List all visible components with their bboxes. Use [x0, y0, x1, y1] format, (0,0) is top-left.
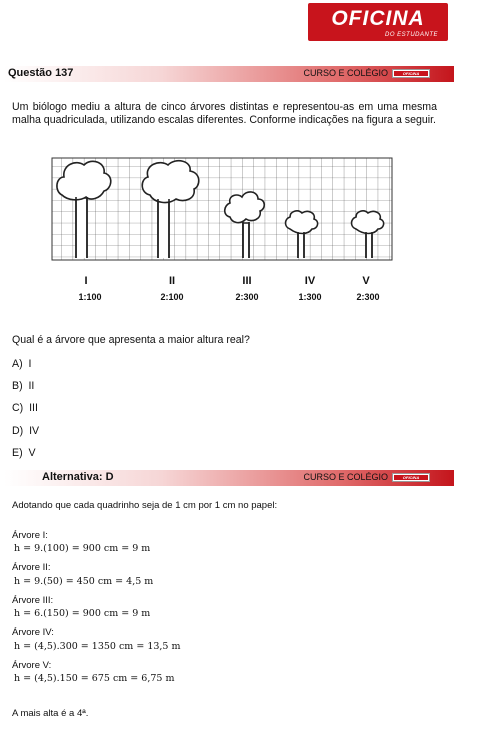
- option-a: A) I: [12, 358, 32, 370]
- trees-grid-figure: [50, 155, 402, 307]
- tree-i-label: Árvore I:: [12, 530, 48, 541]
- option-c: C) III: [12, 402, 38, 414]
- tree-iii-numeral: III: [242, 275, 252, 287]
- answer-label: Alternativa: D: [42, 471, 114, 483]
- tree-iii-equation: h = 6.(150) = 900 cm = 9 m: [14, 608, 151, 619]
- answer-header-bar: [4, 470, 454, 486]
- question-header-bar: [4, 66, 454, 82]
- conclusion-text: A mais alta é a 4ª.: [12, 708, 89, 719]
- tree-iv-scale: 1:300: [298, 292, 322, 302]
- tree-v-label: Árvore V:: [12, 660, 52, 671]
- tree-ii-equation: h = 9.(50) = 450 cm = 4,5 m: [14, 576, 154, 587]
- option-b: B) II: [12, 380, 35, 392]
- tree-v-scale: 2:300: [356, 292, 380, 302]
- tree-ii-scale: 2:100: [160, 292, 184, 302]
- question-number: Questão 137: [8, 67, 74, 79]
- tree-iii-label: Árvore III:: [12, 595, 54, 606]
- logo-subtext: DO ESTUDANTE: [384, 32, 438, 38]
- tree-i-scale: 1:100: [78, 292, 102, 302]
- option-e: E) V: [12, 447, 36, 459]
- tree-iii-scale: 2:300: [235, 292, 259, 302]
- logo-text: OFICINA: [331, 7, 425, 30]
- tree-iv-numeral: IV: [304, 275, 316, 287]
- tree-v-equation: h = (4,5).150 = 675 cm = 6,75 m: [14, 673, 175, 684]
- tree-ii-label: Árvore II:: [12, 562, 51, 573]
- oficina-logo: [308, 3, 448, 41]
- tree-i-equation: h = 9.(100) = 900 cm = 9 m: [14, 543, 151, 554]
- tree-ii-numeral: II: [168, 275, 176, 287]
- course-label: CURSO E COLÉGIO: [303, 68, 388, 78]
- tree-iv-label: Árvore IV:: [12, 627, 54, 638]
- mini-logo: OFICINA: [392, 473, 430, 482]
- tree-i-numeral: I: [84, 275, 88, 287]
- solution-intro: Adotando que cada quadrinho seja de 1 cm por 1 cm no papel:: [12, 500, 278, 511]
- tree-iv-equation: h = (4,5).300 = 1350 cm = 13,5 m: [14, 641, 181, 652]
- question-text: Qual é a árvore que apresenta a maior altura real?: [12, 334, 250, 346]
- course-label: CURSO E COLÉGIO: [303, 472, 388, 482]
- tree-v-numeral: V: [362, 275, 370, 287]
- option-d: D) IV: [12, 425, 40, 437]
- question-intro: Um biólogo mediu a altura de cinco árvores distintas e representou-as em uma mesma malha quadriculada, utilizando escalas diferentes. Conforme indicações na figura a seguir.: [12, 101, 437, 126]
- mini-logo: OFICINA: [392, 69, 430, 78]
